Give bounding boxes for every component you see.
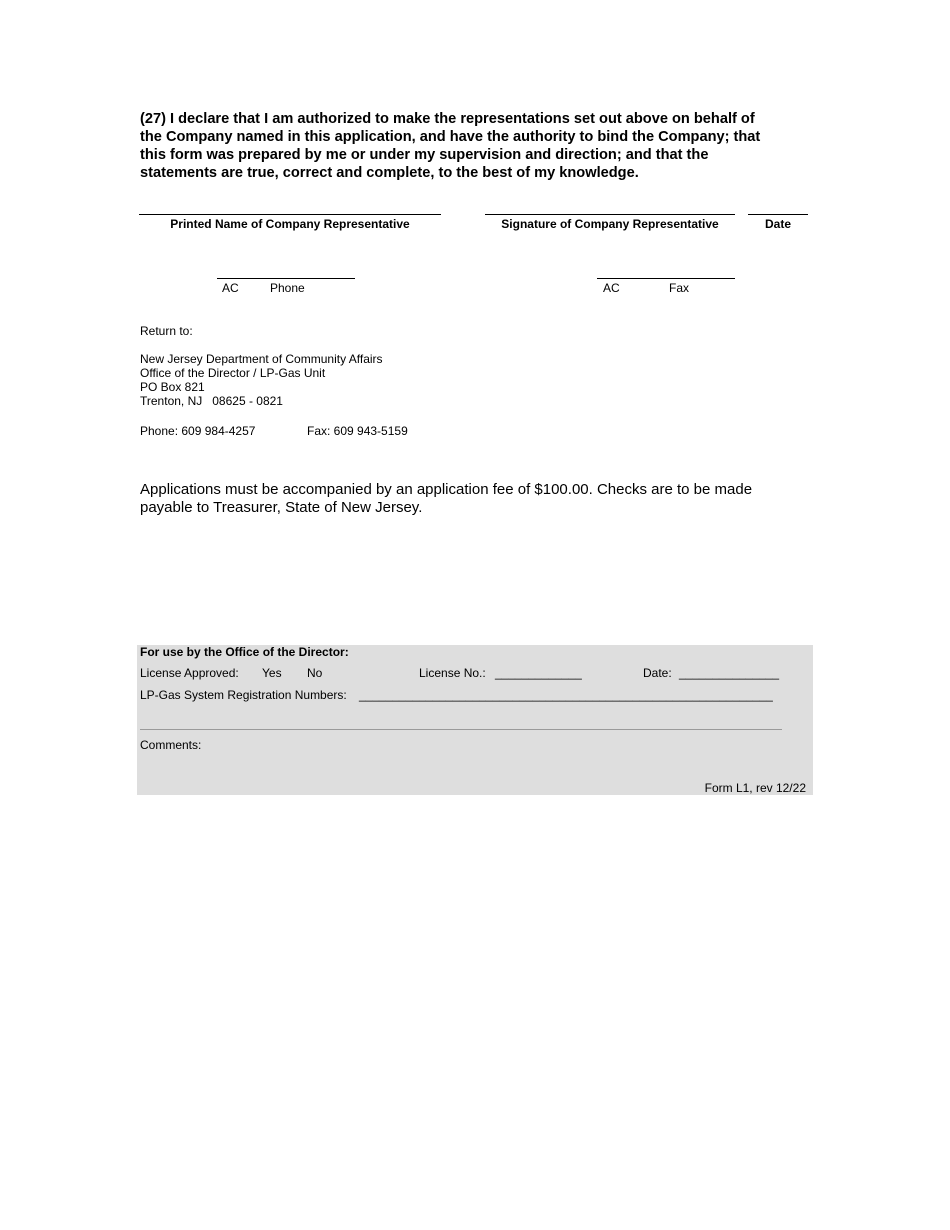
return-city: Trenton, NJ 08625 - 0821 — [140, 394, 283, 408]
date-label: Date — [764, 217, 791, 231]
fax-line[interactable] — [597, 278, 735, 279]
declaration-line: the Company named in this application, and have the authority to bind the Company; that — [140, 129, 761, 145]
office-divider — [140, 729, 782, 730]
printed-name-label: Printed Name of Company Representative — [170, 217, 410, 231]
license-approved-no[interactable]: No — [307, 666, 323, 680]
return-po-box: PO Box 821 — [140, 380, 205, 394]
registration-field[interactable]: ______________________________________________________________ — [359, 688, 773, 702]
printed-name-line[interactable] — [139, 214, 441, 215]
fax-ac-label: AC — [603, 281, 620, 295]
declaration-paragraph — [140, 110, 810, 182]
date-line[interactable] — [748, 214, 808, 215]
declaration-line: (27) I declare that I am authorized to make the representations set out above on behalf of — [140, 111, 755, 127]
phone-line[interactable] — [217, 278, 355, 279]
phone-label: Phone — [270, 281, 305, 295]
license-no-field[interactable]: _____________ — [495, 666, 582, 680]
return-to-heading: Return to: — [140, 324, 193, 338]
return-address — [140, 352, 383, 408]
office-date-field[interactable]: _______________ — [679, 666, 780, 680]
license-no-label: License No.: — [419, 666, 486, 680]
license-approved-yes[interactable]: Yes — [262, 666, 282, 680]
phone-ac-label: AC — [222, 281, 239, 295]
license-approved-label: License Approved: — [140, 666, 239, 680]
return-fax: Fax: 609 943-5159 — [307, 424, 408, 438]
declaration-line: this form was prepared by me or under my supervision and direction; and that the — [140, 147, 709, 163]
fee-notice — [140, 481, 820, 517]
comments-label: Comments: — [140, 738, 202, 752]
signature-label: Signature of Company Representative — [501, 217, 719, 231]
form-id: Form L1, rev 12/22 — [704, 781, 806, 795]
office-use-box — [137, 645, 813, 795]
signature-line[interactable] — [485, 214, 735, 215]
fee-notice-line: Applications must be accompanied by an application fee of $100.00. Checks are to be made — [140, 481, 753, 498]
registration-label: LP-Gas System Registration Numbers: — [140, 688, 347, 702]
declaration-line: statements are true, correct and complete, to the best of my knowledge. — [140, 165, 639, 181]
office-date-label: Date: — [643, 666, 672, 680]
return-phone: Phone: 609 984-4257 — [140, 424, 256, 438]
fax-label: Fax — [669, 281, 690, 295]
office-use-heading: For use by the Office of the Director: — [140, 645, 349, 659]
fee-notice-line: payable to Treasurer, State of New Jersey. — [140, 499, 423, 516]
return-office: Office of the Director / LP-Gas Unit — [140, 366, 326, 380]
return-org: New Jersey Department of Community Affairs — [140, 352, 383, 366]
